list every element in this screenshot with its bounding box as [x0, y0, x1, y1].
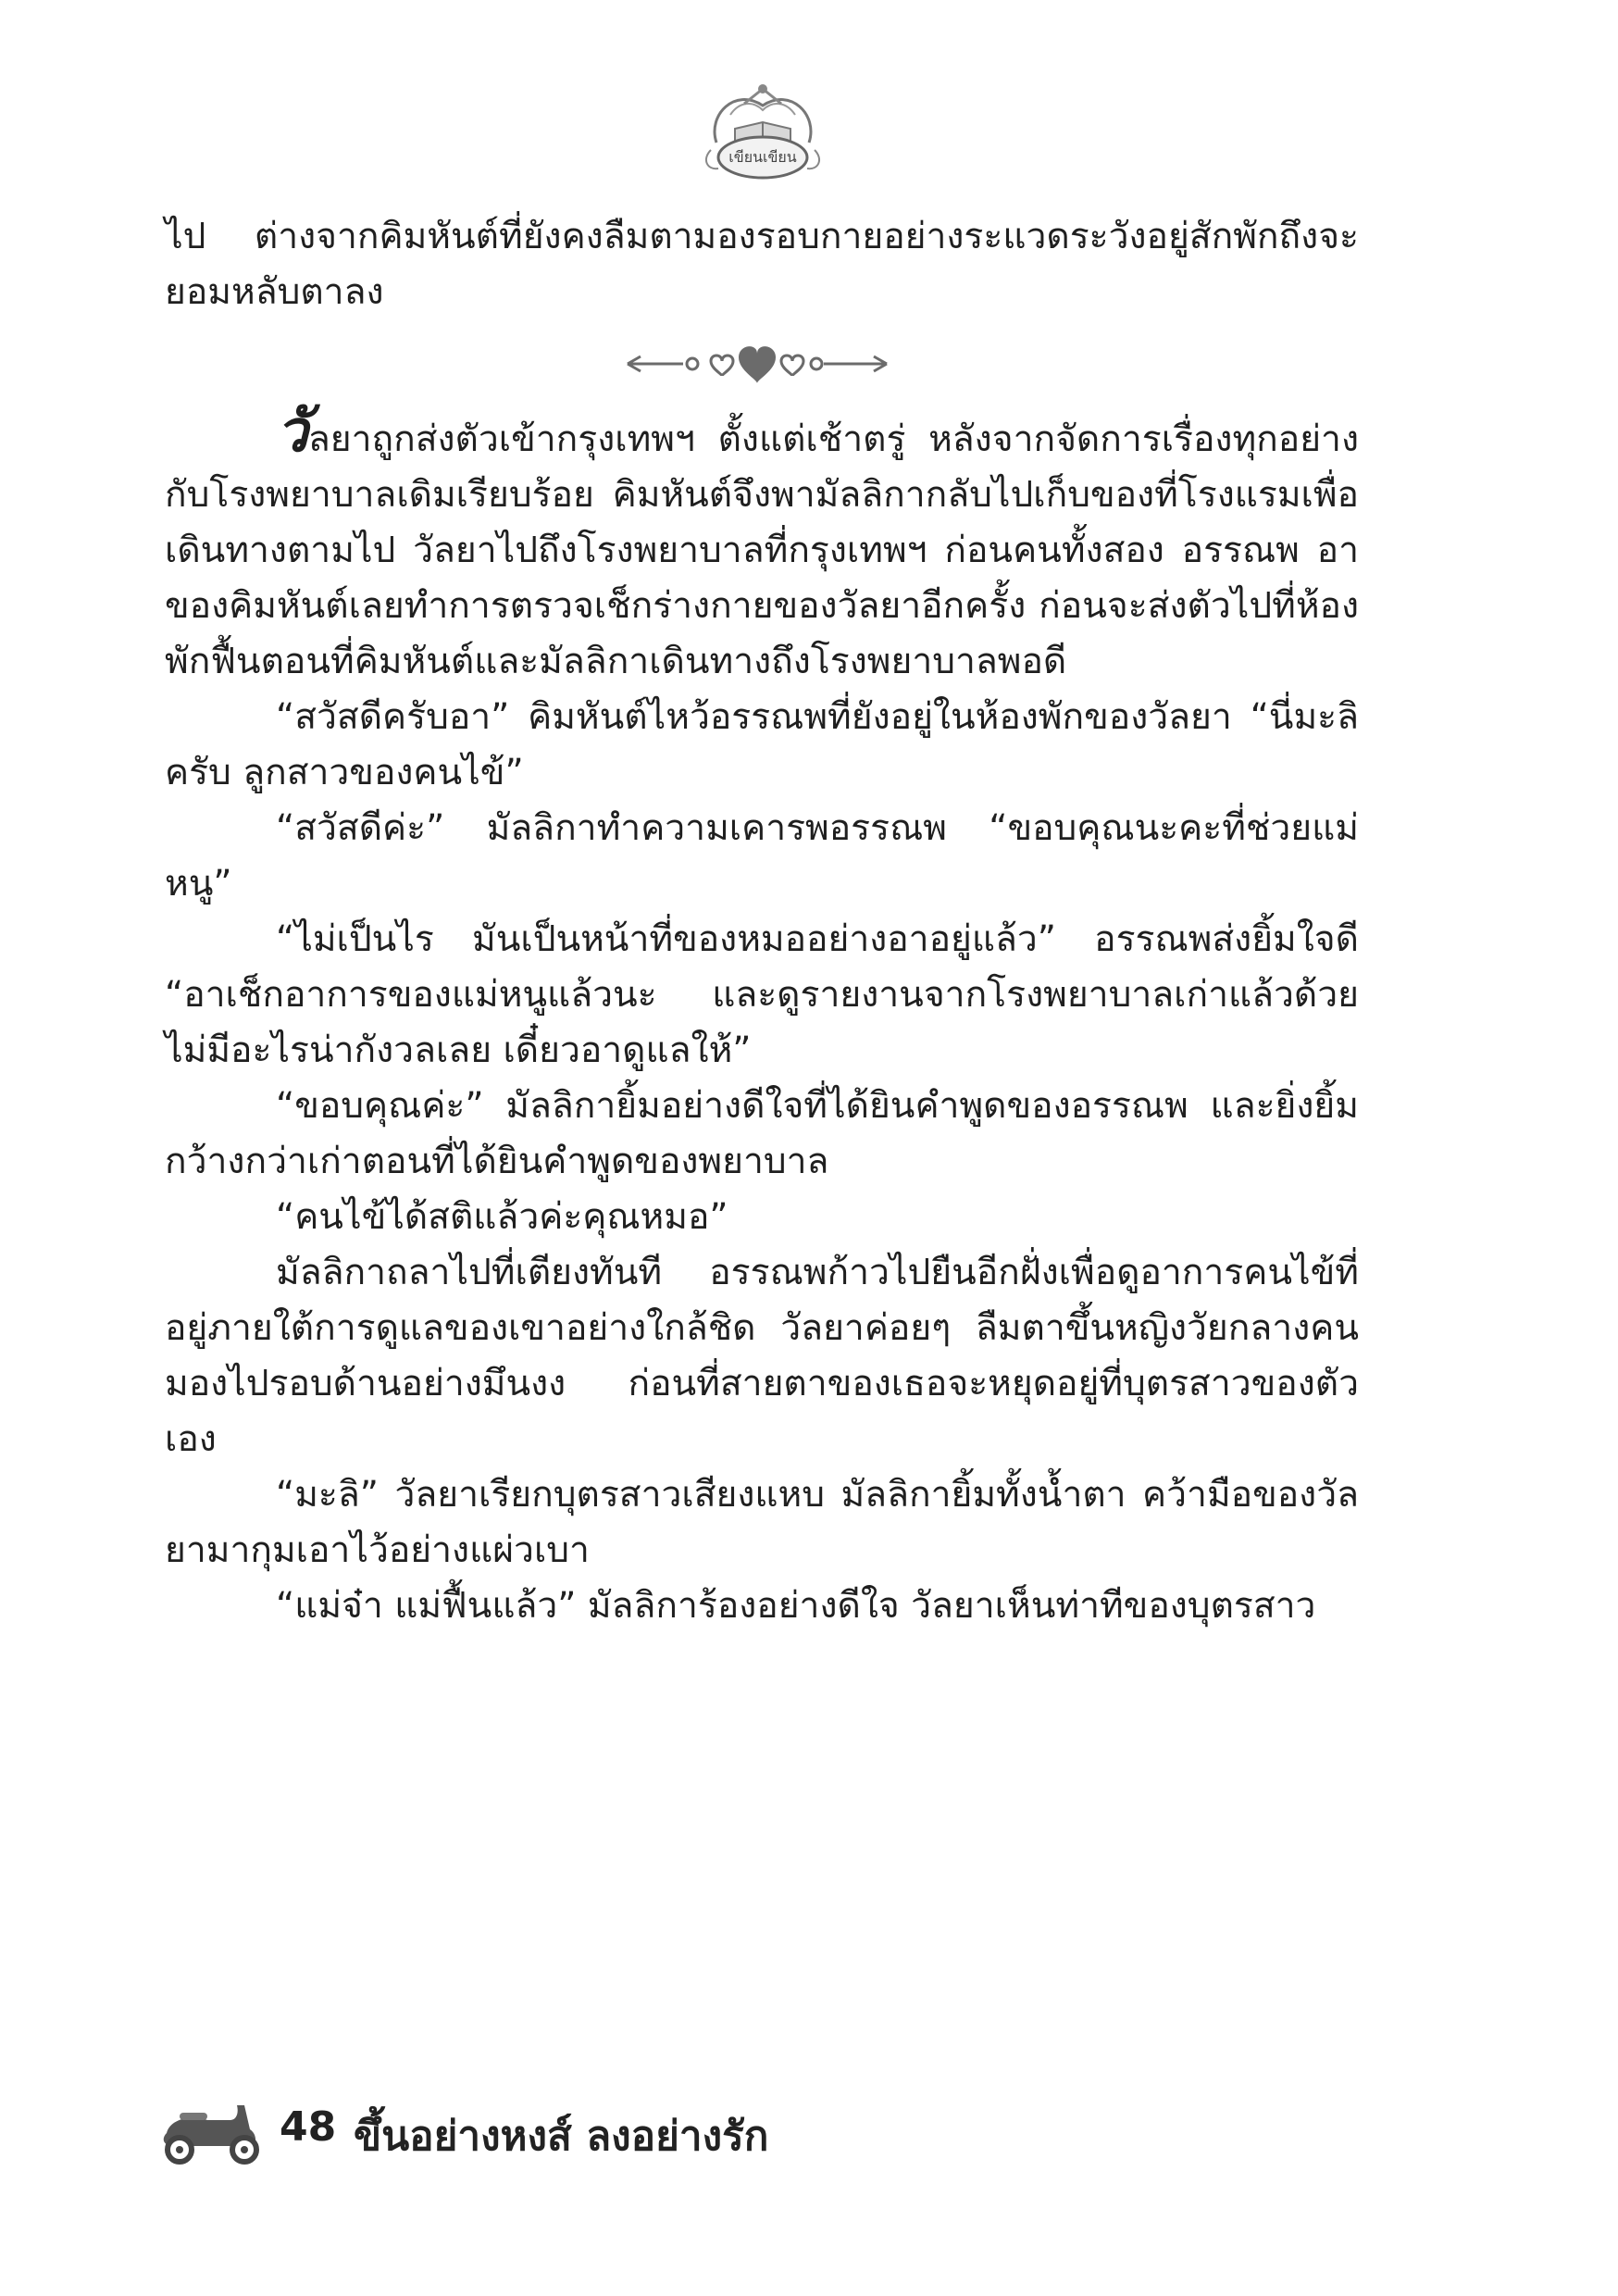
paragraph: “คนไข้ได้สติแล้วค่ะคุณหมอ” [276, 1196, 728, 1238]
paragraph-text: ลยาถูกส่งตัวเข้ากรุงเทพฯ ตั้งแต่เช้าตรู่ หลังจากจัดการเรื่องทุกอย่างกับโรงพยาบาลเดิมเรียบร้อย คิมหันต์จึงพามัลลิกากลับไปเก็บของที่โรงแรมเพื่อเดินทางตามไป วัลยาไปถึงโรงพยาบาลที่กรุงเทพฯ ก่อนคนทั้งสอง อรรณพ อาของคิมหันต์เลยทำการตรวจเช็กร่างกายของวัลยาอีกครั้ง ก่อนจะส่งตัวไปที่ห้องพักฟื้นตอนที่คิมหันต์และมัลลิกาเดินทางถึงโรงพยาบาลพอดี [165, 418, 1359, 682]
header-crest-logo [698, 78, 828, 189]
paragraph: “ขอบคุณค่ะ” มัลลิกายิ้มอย่างดีใจที่ได้ยินคำพูดของอรรณพ และยิ่งยิ้มกว้างกว่าเก่าตอนที่ได้ยินคำพูดของพยาบาล [165, 1085, 1359, 1182]
drop-cap: วั [276, 397, 308, 465]
paragraph: “แม่จ๋า แม่ฟื้นแล้ว” มัลลิการ้องอย่างดีใจ วัลยาเห็นท่าทีของบุตรสาว [276, 1585, 1316, 1627]
body-text [165, 209, 1359, 1634]
paragraph: ไป ต่างจากคิมหันต์ที่ยังคงลืมตามองรอบกายอย่างระแวดระวังอยู่สักพักถึงจะยอมหลับตาลง [165, 216, 1359, 313]
ornamental-book-crest-icon [698, 78, 828, 189]
paragraph: “ไม่เป็นไร มันเป็นหน้าที่ของหมออย่างอาอยู่แล้ว” อรรณพส่งยิ้มใจดี “อาเช็กอาการของแม่หนูแล้วนะ และดูรายงานจากโรงพยาบาลเก่าแล้วด้วย ไม่มีอะไรน่ากังวลเลย เดี๋ยวอาดูแลให้” [165, 918, 1359, 1071]
page-number: 48 [280, 2103, 337, 2151]
logo-text: เขียนเขียน [728, 148, 797, 166]
paragraph: มัลลิกาถลาไปที่เตียงทันที อรรณพก้าวไปยืนอีกฝั่งเพื่อดูอาการคนไข้ที่อยู่ภายใต้การดูแลของเขาอย่างใกล้ชิด วัลยาค่อยๆ ลืมตาขึ้นหญิงวัยกลางคนมองไปรอบด้านอย่างมึนงง ก่อนที่สายตาของเธอจะหยุดอยู่ที่บุตรสาวของตัวเอง [165, 1252, 1359, 1460]
section-divider [165, 331, 1359, 396]
paragraph: “สวัสดีค่ะ” มัลลิกาทำความเคารพอรรณพ “ขอบคุณนะคะที่ช่วยแม่หนู” [165, 807, 1359, 905]
paragraph-with-dropcap [165, 397, 1359, 690]
book-title: ขึ้นอย่างหงส์ ลงอย่างรัก [354, 2113, 769, 2160]
heart-arrow-divider-icon [618, 341, 896, 387]
paragraph: “มะลิ” วัลยาเรียกบุตรสาวเสียงแหบ มัลลิกายิ้มทั้งน้ำตา คว้ามือของวัลยามากุมเอาไว้อย่างแผ่วเบา [165, 1474, 1359, 1571]
scooter-icon [148, 2096, 268, 2166]
page-footer [148, 2096, 981, 2170]
paragraph: “สวัสดีครับอา” คิมหันต์ไหว้อรรณพที่ยังอยู่ในห้องพักของวัลยา “นี่มะลิครับ ลูกสาวของคนไข้” [165, 696, 1359, 793]
